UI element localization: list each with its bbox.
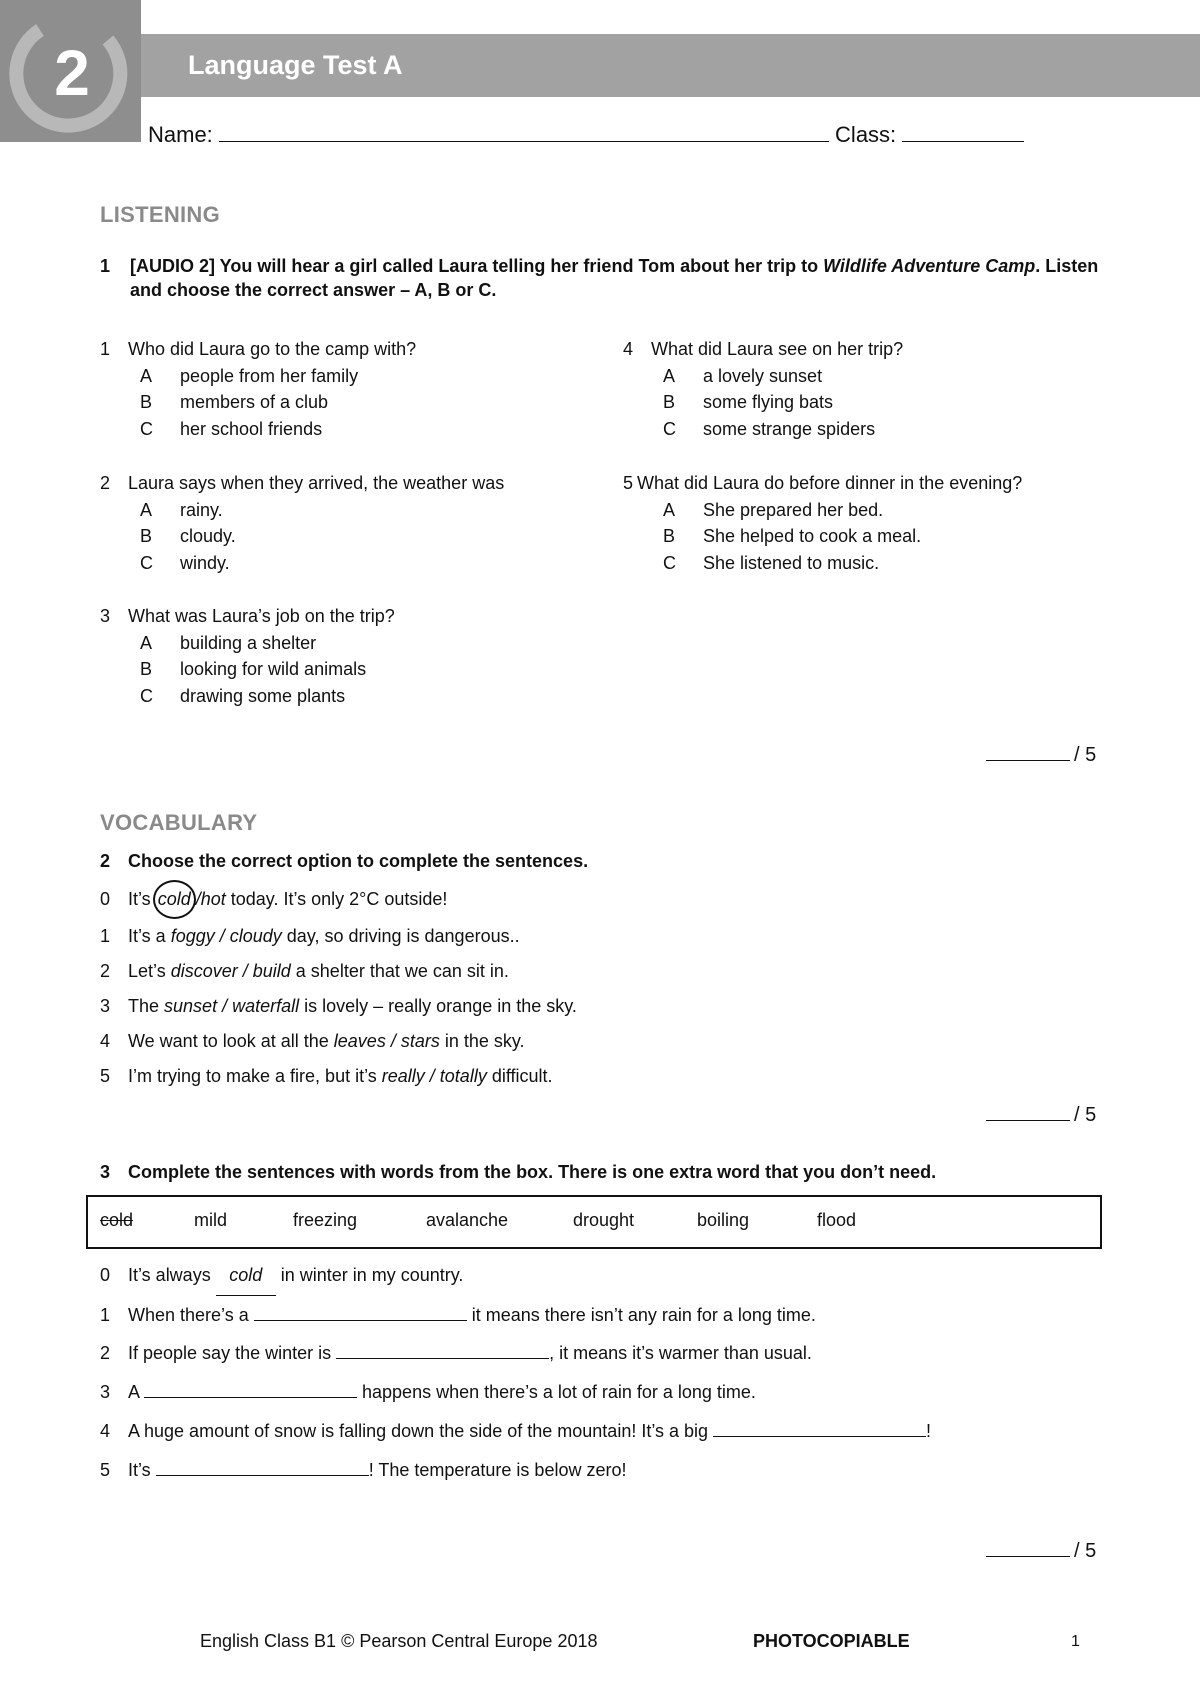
listening-instruction: 1 [AUDIO 2] You will hear a girl called Laura telling her friend Tom about her trip to Wildlife Adventure Camp. Listen and choose the correct answer – A, B or C.: [100, 256, 1099, 300]
listening-question-1: 1 Who did Laura go to the camp with? A people from her family B members of a club C her school friends: [100, 336, 580, 442]
answer-option[interactable]: A a lovely sunset: [663, 365, 823, 386]
score-field[interactable]: [986, 1100, 1070, 1121]
box-word: flood: [817, 1210, 857, 1230]
exercise-3-score: / 5: [986, 1536, 1096, 1563]
answer-option[interactable]: A rainy.: [140, 499, 223, 520]
answer-blank[interactable]: [254, 1302, 467, 1321]
option[interactable]: totally: [439, 1066, 487, 1086]
unit-number: 2: [54, 37, 90, 109]
vocabulary-heading: VOCABULARY: [100, 810, 258, 835]
circled-answer: cold: [153, 880, 196, 919]
listening-question-5: 5 What did Laura do before dinner in the evening? A She prepared her bed. B She helped to cook a meal. C She listened to music.: [623, 470, 1163, 576]
list-item: 1 When there’s a it means there isn’t any rain for a long time.: [100, 1296, 1110, 1335]
list-item: 0 It’s cold /hot today. It’s only 2°C outside!: [100, 880, 1100, 919]
answer-option[interactable]: A She prepared her bed.: [663, 499, 884, 520]
listening-question-2: 2 Laura says when they arrived, the weather was A rainy. B cloudy. C windy.: [100, 470, 580, 576]
answer-option[interactable]: B some flying bats: [663, 392, 834, 412]
option[interactable]: foggy: [170, 926, 215, 946]
answer-option[interactable]: B looking for wild animals: [140, 659, 367, 679]
list-item: 4 A huge amount of snow is falling down the side of the mountain! It’s a big !: [100, 1412, 1110, 1451]
unit-ring-graphic: [0, 0, 141, 142]
footer-photocopiable: PHOTOCOPIABLE: [753, 1631, 910, 1651]
option[interactable]: sunset: [164, 996, 218, 1016]
page-number: 1: [1071, 1633, 1080, 1650]
answer-option[interactable]: C windy.: [140, 552, 230, 573]
score-field[interactable]: [986, 740, 1070, 761]
exercise-2-score: / 5: [986, 1100, 1096, 1127]
box-word: avalanche: [426, 1210, 509, 1230]
answer-option[interactable]: C some strange spiders: [663, 418, 876, 439]
listening-question-3: 3 What was Laura’s job on the trip? A building a shelter B looking for wild animals C drawing some plants: [100, 603, 580, 709]
exercise-2-instruction: 2 Choose the correct option to complete the sentences.: [100, 851, 589, 871]
answer-option[interactable]: C She listened to music.: [663, 552, 880, 573]
listening-heading: LISTENING: [100, 202, 221, 227]
answer-option[interactable]: B She helped to cook a meal.: [663, 526, 922, 546]
list-item: 0 It’s always cold in winter in my country.: [100, 1256, 1110, 1296]
exercise-2-list: [100, 880, 1100, 1094]
list-item: 1 It’s a foggy / cloudy day, so driving is dangerous..: [100, 926, 520, 946]
answer-option[interactable]: B cloudy.: [140, 526, 236, 546]
answer-option[interactable]: B members of a club: [140, 392, 329, 412]
student-fields: [148, 119, 1024, 148]
answer-option[interactable]: C drawing some plants: [140, 685, 346, 706]
answer-option[interactable]: A building a shelter: [140, 632, 317, 653]
unit-badge: [0, 0, 141, 142]
word-box: [86, 1195, 1102, 1249]
list-item: 3 A happens when there’s a lot of rain for a long time.: [100, 1373, 1110, 1412]
list-item: 4 We want to look at all the leaves / stars in the sky.: [100, 1031, 525, 1051]
answer-blank[interactable]: [336, 1340, 549, 1359]
box-word: freezing: [293, 1210, 358, 1230]
option[interactable]: discover: [170, 961, 238, 981]
option[interactable]: cloudy: [229, 926, 282, 946]
answer-option[interactable]: A people from her family: [140, 365, 359, 386]
class-field[interactable]: [902, 119, 1024, 142]
answer-blank[interactable]: [713, 1418, 926, 1437]
exercise-3-list: [100, 1256, 1110, 1489]
exercise-3-instruction: 3 Complete the sentences with words from the box. There is one extra word that you don’t need.: [100, 1162, 937, 1182]
box-word: mild: [194, 1210, 228, 1230]
option[interactable]: stars: [400, 1031, 440, 1051]
box-word: drought: [573, 1210, 635, 1230]
listening-question-4: 4 What did Laura see on her trip? A a lovely sunset B some flying bats C some strange spiders: [623, 336, 1143, 442]
name-label: Name:: [148, 122, 213, 147]
list-item: 2 If people say the winter is , it means it’s warmer than usual.: [100, 1334, 1110, 1373]
box-word: boiling: [697, 1210, 750, 1230]
option[interactable]: waterfall: [232, 996, 300, 1016]
page-title: Language Test A: [188, 50, 403, 80]
footer-credit: English Class B1 © Pearson Central Europe 2018: [200, 1631, 598, 1651]
option[interactable]: really: [381, 1066, 425, 1086]
option[interactable]: build: [252, 961, 291, 981]
list-item: 2 Let’s discover / build a shelter that we can sit in.: [100, 961, 509, 981]
list-item: 3 The sunset / waterfall is lovely – really orange in the sky.: [100, 996, 577, 1016]
list-item: 5 I’m trying to make a fire, but it’s really / totally difficult.: [100, 1066, 553, 1086]
box-word-used: cold: [100, 1210, 134, 1230]
class-label: Class:: [835, 122, 897, 147]
name-field[interactable]: [219, 119, 829, 142]
option[interactable]: leaves: [333, 1031, 386, 1051]
list-item: 5 It’s ! The temperature is below zero!: [100, 1451, 1110, 1490]
answer-option[interactable]: C her school friends: [140, 418, 323, 439]
answer-blank[interactable]: [156, 1457, 369, 1476]
listening-score: / 5: [986, 740, 1096, 767]
example-answer: cold: [216, 1256, 276, 1296]
score-field[interactable]: [986, 1536, 1070, 1557]
answer-blank[interactable]: [144, 1379, 357, 1398]
